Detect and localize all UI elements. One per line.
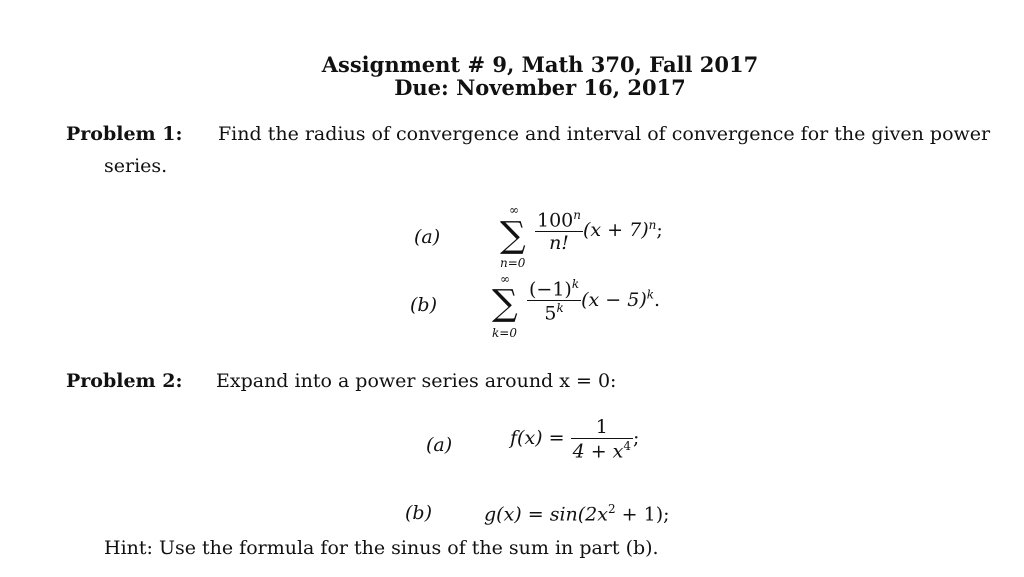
problem2-a-label: (a) [426,434,453,456]
problem1-a-sigma: ∑ [500,215,526,256]
problem2-a-numerator: 1 [571,416,633,439]
problem2-label: Problem 2: [66,370,183,392]
problem1-b-label: (b) [410,294,437,316]
problem2-a-end: ; [633,427,640,450]
problem1-a-numerator: 100 [537,209,574,232]
assignment-title: Assignment # 9, Math 370, Fall 2017 [321,52,759,77]
problem2-a-denominator: 4 + x [572,440,624,463]
problem1-b-factor: (x − 5) [581,288,647,311]
problem1-b-denominator: 5 [544,302,557,325]
problem1-label: Problem 1: [66,123,183,145]
problem1-b-factor-exp: k [646,287,655,302]
problem1-a-factor-exp: n [648,217,657,232]
hint-text: Hint: Use the formula for the sinus of the sum in part (b). [104,537,659,559]
problem1-b-numerator-exp: k [571,277,580,291]
problem1-a-sum-lower: n=0 [500,256,526,270]
problem1-b-sum-lower: k=0 [492,326,517,340]
problem1-text-line2: series. [104,155,168,177]
problem1-a-sum-upper: ∞ [509,203,519,217]
problem1-b-denominator-exp: k [556,301,564,316]
problem2-b-expression [484,502,670,525]
problem1-a-denominator: n! [549,232,569,255]
problem2-a-denominator-exp: 4 [623,439,632,453]
problem1-a-numerator-exp: n [573,208,581,222]
problem2-b-label: (b) [405,502,432,524]
problem2-b-expr-end: + 1); [615,503,670,526]
problem2-a-lhs: f(x) = [510,427,565,450]
problem1-b-end: . [654,288,661,311]
problem2-text: Expand into a power series around x = 0: [216,370,617,392]
problem1-b-sum-upper: ∞ [500,272,510,286]
problem1-a-end: ; [656,219,663,242]
problem1-b-expression [527,277,660,325]
problem1-b-numerator: (−1) [529,278,572,301]
problem1-a-factor: (x + 7) [583,219,649,242]
problem1-a-expression [535,208,663,254]
problem2-a-expression [510,416,639,462]
problem1-text-line1: Find the radius of convergence and interval of convergence for the given power [218,123,991,145]
problem1-a-label: (a) [414,226,441,248]
problem1-b-sigma: ∑ [492,283,518,324]
due-date: Due: November 16, 2017 [394,75,686,100]
problem2-b-expr-exp: 2 [607,502,616,516]
problem2-b-expr: g(x) = sin(2x [484,503,608,526]
